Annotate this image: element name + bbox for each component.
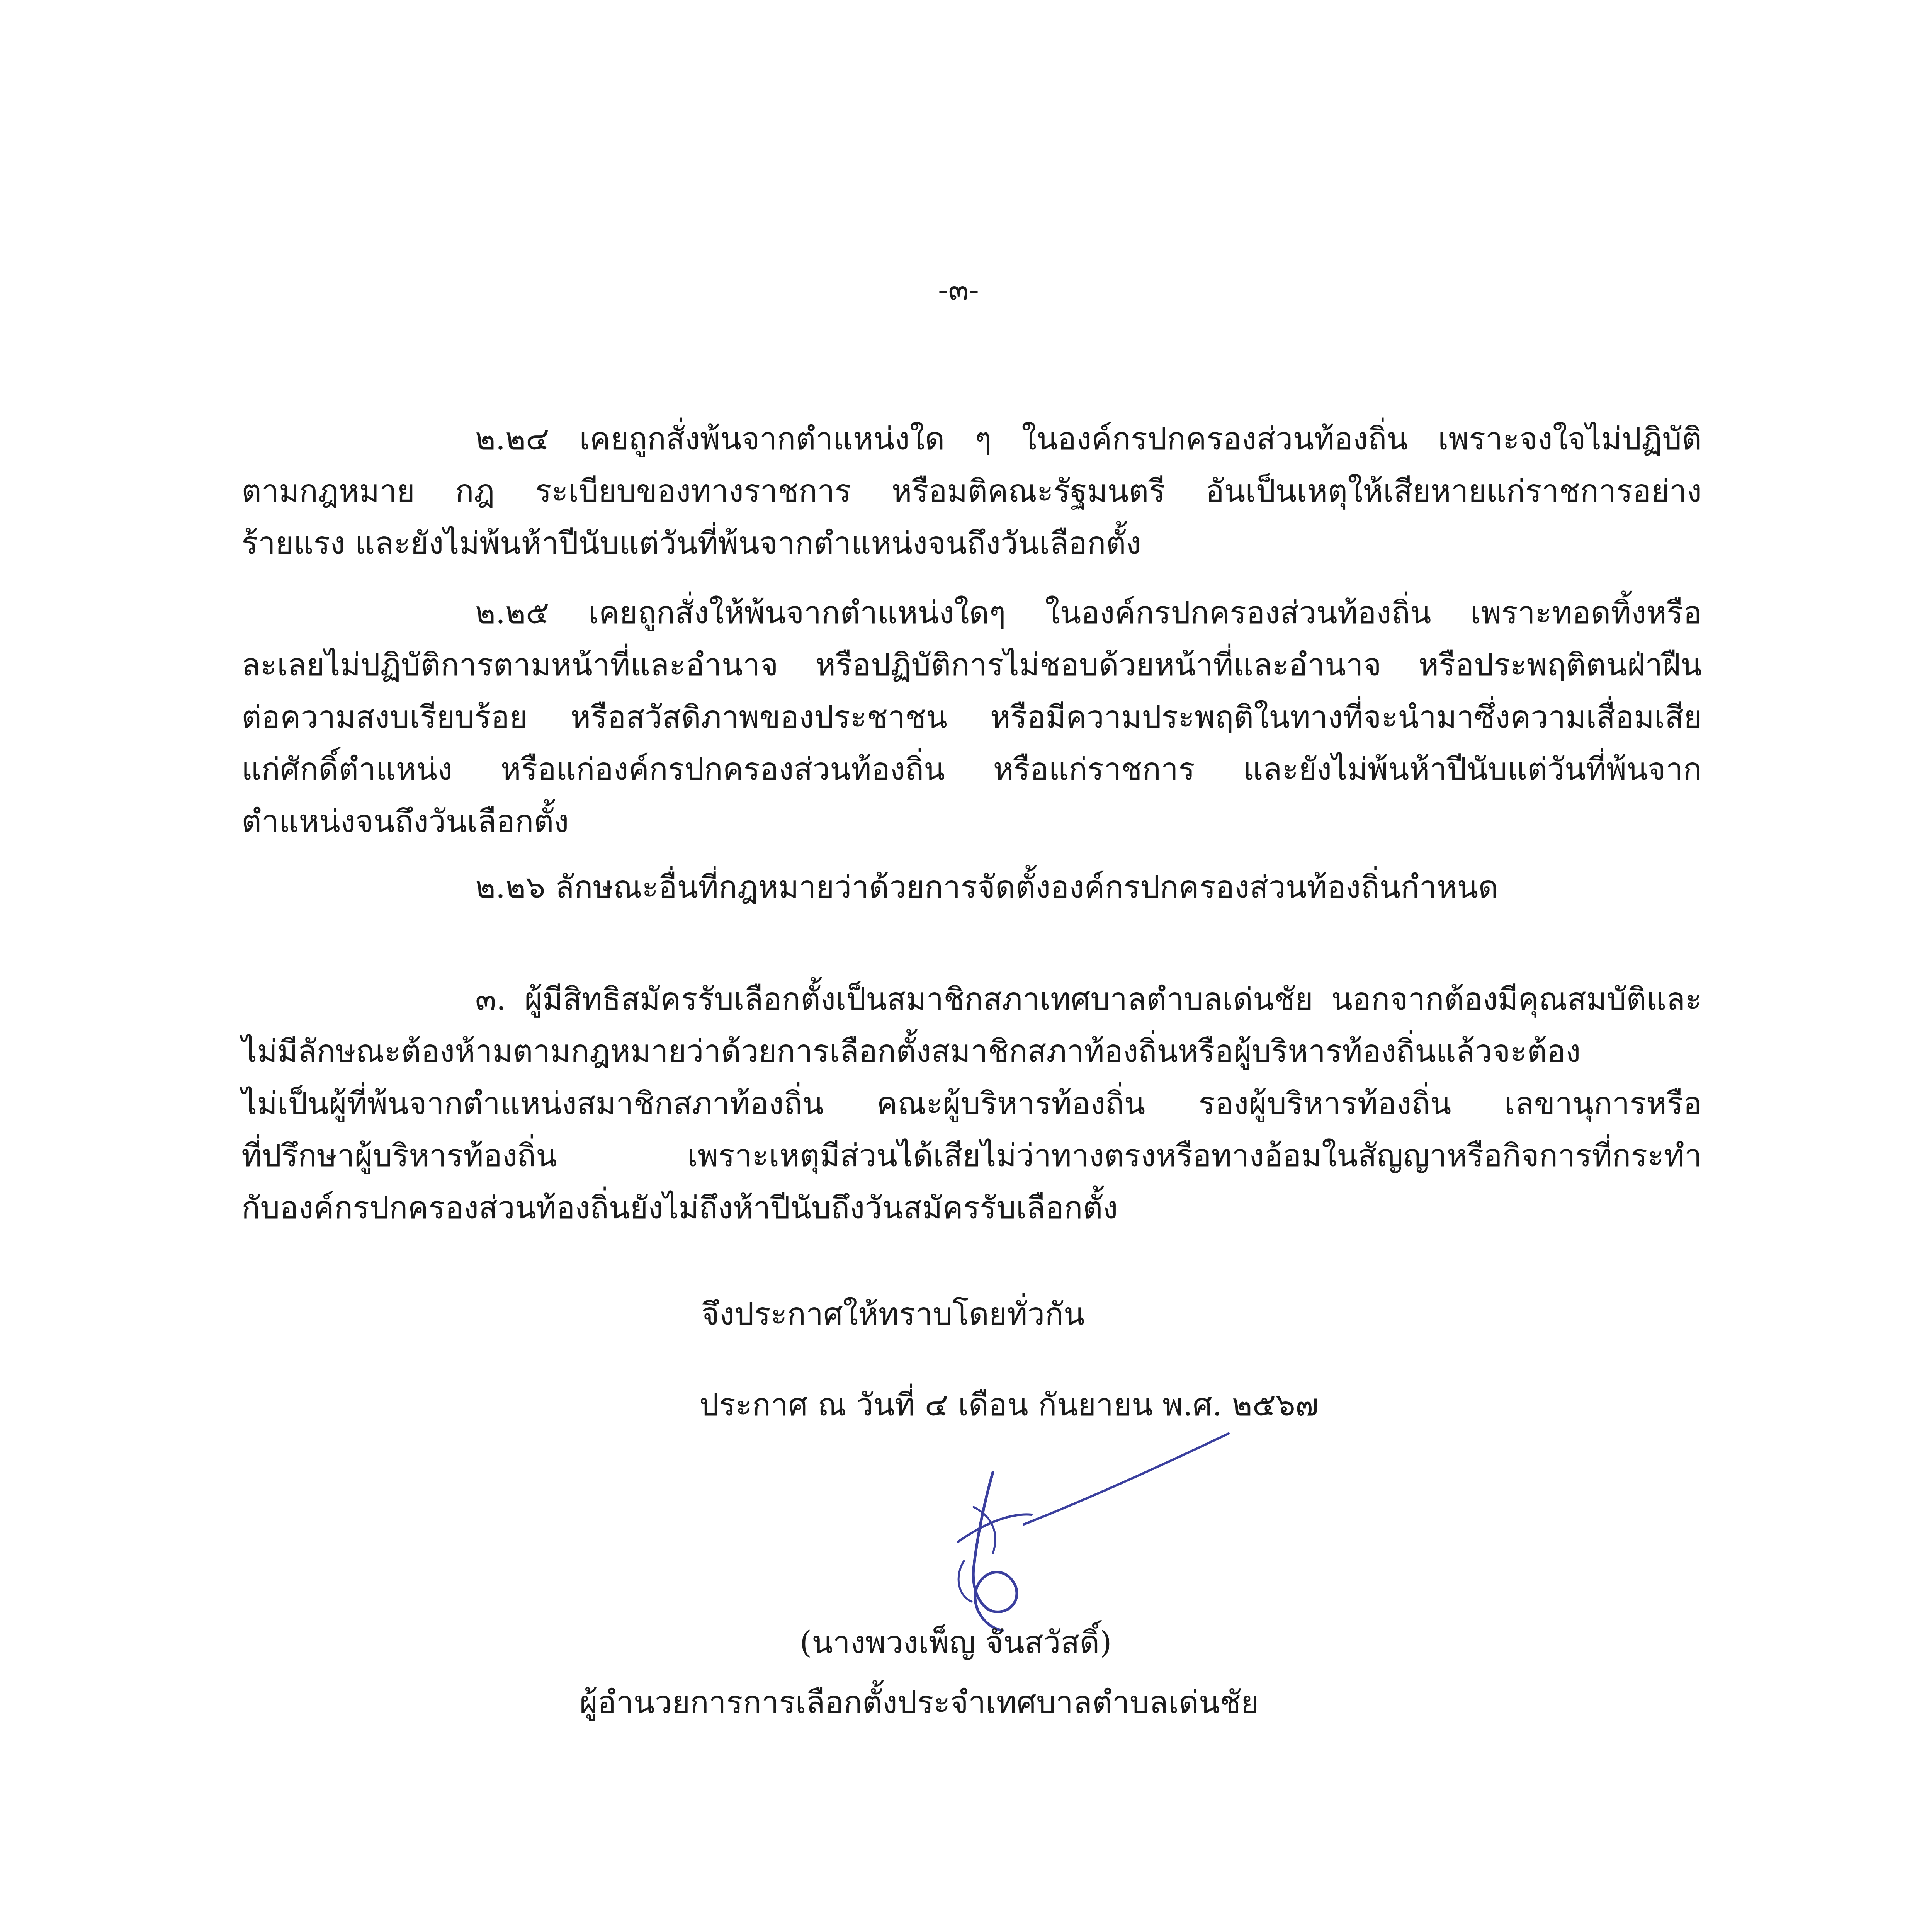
clause-2-25-line-4: แก่ศักดิ์ตำแหน่ง หรือแก่องค์กรปกครองส่วนท้องถิ่น หรือแก่ราชการ และยังไม่พ้นห้าปีนับแต่วันที่พ้นจาก [241, 751, 1702, 787]
clause-3-line-4: ที่ปรึกษาผู้บริหารท้องถิ่น เพราะเหตุมีส่วนได้เสียไม่ว่าทางตรงหรือทางอ้อมในสัญญาหรือกิจการที่กระทำ [241, 1138, 1702, 1173]
signature-loop-stroke [973, 1472, 1017, 1631]
closing-statement: จึงประกาศให้ทราบโดยทั่วกัน [701, 1296, 1085, 1332]
clause-2-25-line-2: ละเลยไม่ปฏิบัติการตามหน้าที่และอำนาจ หรือปฏิบัติการไม่ชอบด้วยหน้าที่และอำนาจ หรือประพฤติตนฝ่าฝืน [241, 647, 1702, 683]
signature-sweep-stroke [1024, 1434, 1229, 1524]
clause-2-24-line-2: ตามกฎหมาย กฎ ระเบียบของทางราชการ หรือมติคณะรัฐมนตรี อันเป็นเหตุให้เสียหายแก่ราชการอย่าง [241, 473, 1702, 509]
signatory-name: (นางพวงเพ็ญ จันสวัสดิ์) [800, 1624, 1112, 1660]
clause-3-line-1: ๓. ผู้มีสิทธิสมัครรับเลือกตั้งเป็นสมาชิกสภาเทศบาลตำบลเด่นชัย นอกจากต้องมีคุณสมบัติและ [475, 981, 1702, 1017]
clause-2-26-line-1: ๒.๒๖ ลักษณะอื่นที่กฎหมายว่าด้วยการจัดตั้งองค์กรปกครองส่วนท้องถิ่นกำหนด [475, 869, 1499, 905]
signature-curl-stroke [958, 1561, 972, 1602]
clause-2-24-line-3: ร้ายแรง และยังไม่พ้นห้าปีนับแต่วันที่พ้นจากตำแหน่งจนถึงวันเลือกตั้ง [241, 525, 1141, 561]
clause-2-25-line-5: ตำแหน่งจนถึงวันเลือกตั้ง [241, 803, 569, 839]
signatory-title: ผู้อำนวยการการเลือกตั้งประจำเทศบาลตำบลเด่นชัย [580, 1684, 1259, 1720]
clause-3-line-2: ไม่มีลักษณะต้องห้ามตามกฎหมายว่าด้วยการเลือกตั้งสมาชิกสภาท้องถิ่นหรือผู้บริหารท้องถิ่นแล้วจะต้อง [241, 1033, 1581, 1069]
clause-3-line-5: กับองค์กรปกครองส่วนท้องถิ่นยังไม่ถึงห้าปีนับถึงวันสมัครรับเลือกตั้ง [241, 1190, 1118, 1226]
clause-2-25-line-1: ๒.๒๕ เคยถูกสั่งให้พ้นจากตำแหน่งใดๆ ในองค์กรปกครองส่วนท้องถิ่น เพราะทอดทิ้งหรือ [475, 595, 1702, 631]
clause-2-25-line-3: ต่อความสงบเรียบร้อย หรือสวัสดิภาพของประชาชน หรือมีความประพฤติในทางที่จะนำมาซึ่งความเสื่อมเสีย [241, 699, 1702, 735]
announcement-date: ประกาศ ณ วันที่ ๔ เดือน กันยายน พ.ศ. ๒๕๖๗ [699, 1387, 1319, 1423]
page-number: -๓- [938, 272, 979, 307]
clause-2-24-line-1: ๒.๒๔ เคยถูกสั่งพ้นจากตำแหน่งใด ๆ ในองค์กรปกครองส่วนท้องถิ่น เพราะจงใจไม่ปฏิบัติ [475, 421, 1702, 457]
handwritten-signature [896, 1426, 1236, 1642]
clause-3-line-3: ไม่เป็นผู้ที่พ้นจากตำแหน่งสมาชิกสภาท้องถิ่น คณะผู้บริหารท้องถิ่น รองผู้บริหารท้องถิ่น เลขานุการหรือ [241, 1085, 1702, 1121]
